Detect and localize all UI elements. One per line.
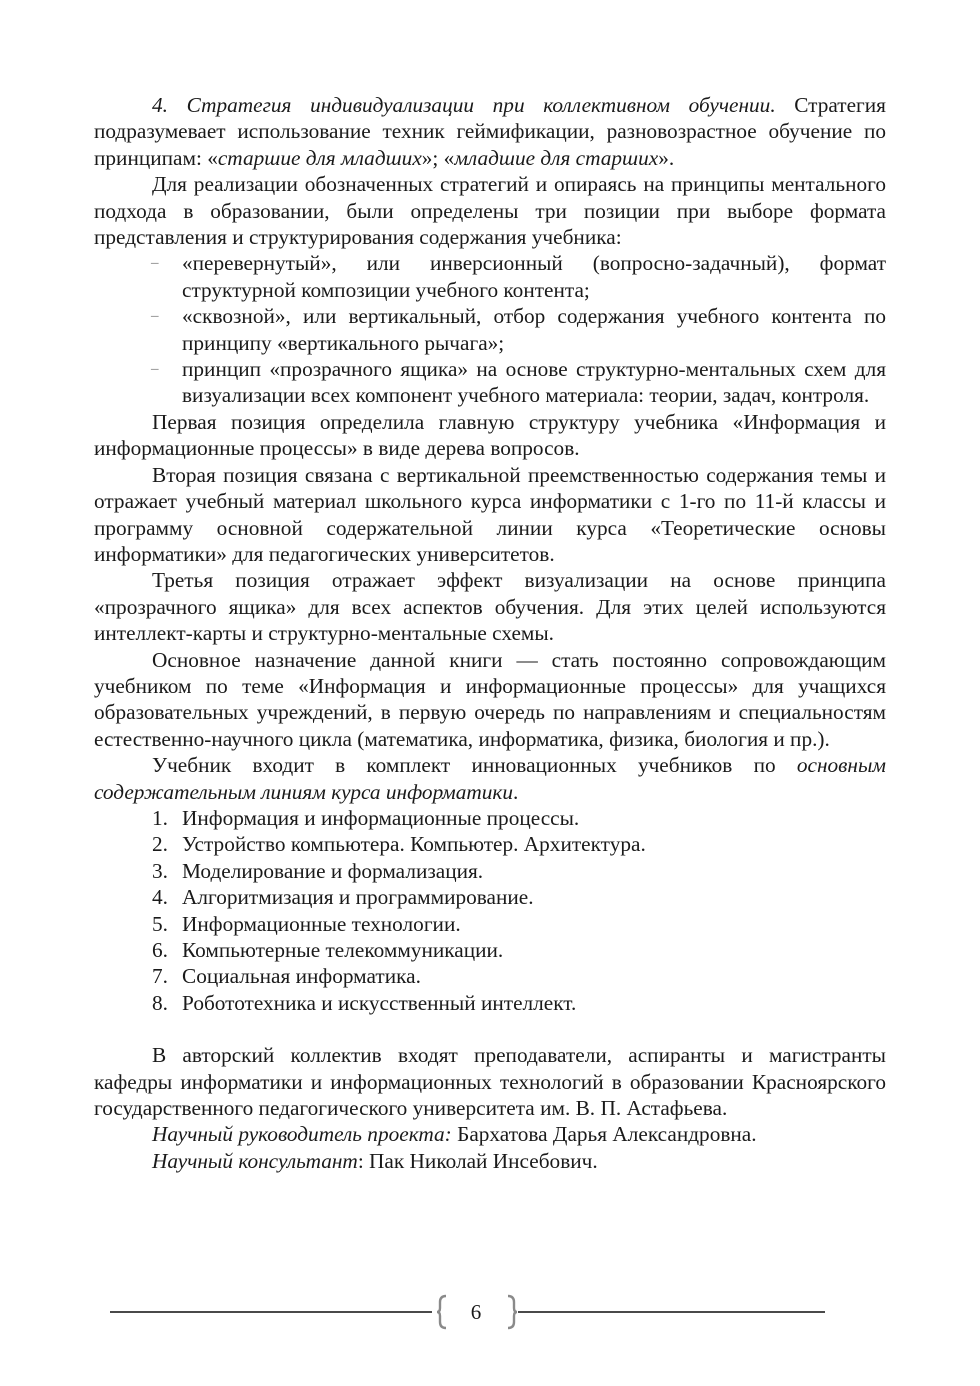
content-line-title: Моделирование и формализация. xyxy=(182,858,484,883)
textbook-set-end: . xyxy=(513,779,519,804)
footer-rule-left xyxy=(110,1311,432,1313)
position-text: «сквозной», или вертикальный, отбор содержания учебного контента по принципу «вертикального рычага»; xyxy=(182,304,886,355)
content-line-number: 6. xyxy=(152,938,168,962)
right-brace-icon xyxy=(506,1294,518,1330)
content-lines-phrase: основным содержательным линиям курса информатики xyxy=(94,753,886,804)
content-line-item xyxy=(94,963,886,989)
content-line-number: 4. xyxy=(152,885,168,910)
dash-bullet-icon: – xyxy=(151,255,159,272)
content-line-title: Устройство компьютера. Компьютер. Архитектура. xyxy=(182,832,646,857)
content-lines-list xyxy=(94,805,886,1016)
position-item xyxy=(94,356,886,409)
project-lead-label: Научный руководитель проекта: xyxy=(152,1122,452,1147)
content-line-title: Компьютерные телекоммуникации. xyxy=(182,938,504,962)
footer-rule-right xyxy=(518,1311,825,1313)
principle-senior: старшие для младших xyxy=(217,145,422,170)
content-line-title: Алгоритмизация и программирование. xyxy=(182,885,534,910)
project-lead-name: Бархатова Дарья Александровна. xyxy=(451,1122,757,1147)
principle-junior: младшие для старших xyxy=(454,145,659,170)
page-body xyxy=(94,92,886,1174)
first-position-paragraph: Первая позиция определила главную структуру учебника «Информация и информационные процессы» в виде дерева вопросов. xyxy=(94,409,886,461)
consultant-label: Научный консультант xyxy=(152,1148,358,1173)
strategy-text: Стратегия подразумевает использование техник геймификации, разновозрастное обучение по принципам: « xyxy=(94,93,886,170)
dash-bullet-icon: – xyxy=(151,361,159,378)
position-item xyxy=(94,250,886,303)
content-line-item xyxy=(94,858,886,884)
book-purpose-paragraph: Основное назначение данной книги — стать постоянно сопровождающим учебником по теме «Информация и информационные процессы» для учащихся образовательных учреждений, в первую очередь по направлениям и специальностям естественно-научного цикла (математика, информатика, физика, биология и пр.). xyxy=(94,647,886,751)
content-line-item xyxy=(94,805,886,831)
content-line-title: Информационные технологии. xyxy=(182,911,461,936)
page-number: 6 xyxy=(470,1300,482,1324)
position-text: принцип «прозрачного ящика» на основе структурно-ментальных схем для визуализации всех компонент учебного материала: теории, задач, контроля. xyxy=(182,357,886,408)
project-lead-line xyxy=(94,1121,886,1147)
page-footer xyxy=(110,1294,825,1330)
content-line-number: 7. xyxy=(152,964,168,989)
position-text: «перевернутый», или инверсионный (вопросно-задачный), формат структурной композиции учебного контента; xyxy=(182,251,886,302)
content-line-number: 2. xyxy=(152,832,168,857)
content-line-item xyxy=(94,911,886,937)
dash-bullet-icon: – xyxy=(151,308,159,325)
content-line-title: Робототехника и искусственный интеллект. xyxy=(182,990,577,1015)
textbook-set-paragraph xyxy=(94,752,886,805)
positions-intro-paragraph: Для реализации обозначенных стратегий и опираясь на принципы ментального подхода в образовании, были определены три позиции при выборе формата представления и структурирования содержания учебника: xyxy=(94,172,886,250)
content-line-item xyxy=(94,884,886,910)
second-position-paragraph: Вторая позиция связана с вертикальной преемственностью содержания темы и отражает учебный материал школьного курса информатики с 1-го по 11-й классы и программу основной содержательной линии курса «Теоретические основы информатики» для педагогических университетов. xyxy=(94,462,886,566)
positions-list xyxy=(94,250,886,408)
strategy-text-2: »; « xyxy=(421,145,455,170)
textbook-set-text: Учебник входит в комплект инновационных учебников по xyxy=(152,753,797,778)
authors-paragraph: В авторский коллектив входят преподаватели, аспиранты и магистранты кафедры информатики и информационных технологий в образовании Красноярского государственного педагогического университета им. В. П. Астафьева. xyxy=(94,1043,886,1121)
strategy-paragraph xyxy=(94,92,886,171)
content-line-number: 5. xyxy=(152,911,168,936)
content-line-item xyxy=(94,937,886,963)
content-line-item xyxy=(94,990,886,1016)
consultant-name: : Пак Николай Инсебович. xyxy=(357,1148,598,1173)
content-line-title: Социальная информатика. xyxy=(182,964,421,989)
content-line-item xyxy=(94,831,886,857)
strategy-text-3: ». xyxy=(658,145,675,170)
content-line-number: 1. xyxy=(152,805,168,830)
position-item xyxy=(94,303,886,356)
content-line-number: 8. xyxy=(152,990,168,1015)
consultant-line xyxy=(94,1148,886,1174)
third-position-paragraph: Третья позиция отражает эффект визуализации на основе принципа «прозрачного ящика» для всех аспектов обучения. Для этих целей используются интеллект-карты и структурно-ментальные схемы. xyxy=(94,568,886,646)
content-line-number: 3. xyxy=(152,858,168,883)
strategy-title: 4. Стратегия индивидуализации при коллективном обучении. xyxy=(152,93,776,117)
content-line-title: Информация и информационные процессы. xyxy=(182,805,580,830)
spacer xyxy=(94,1016,886,1042)
